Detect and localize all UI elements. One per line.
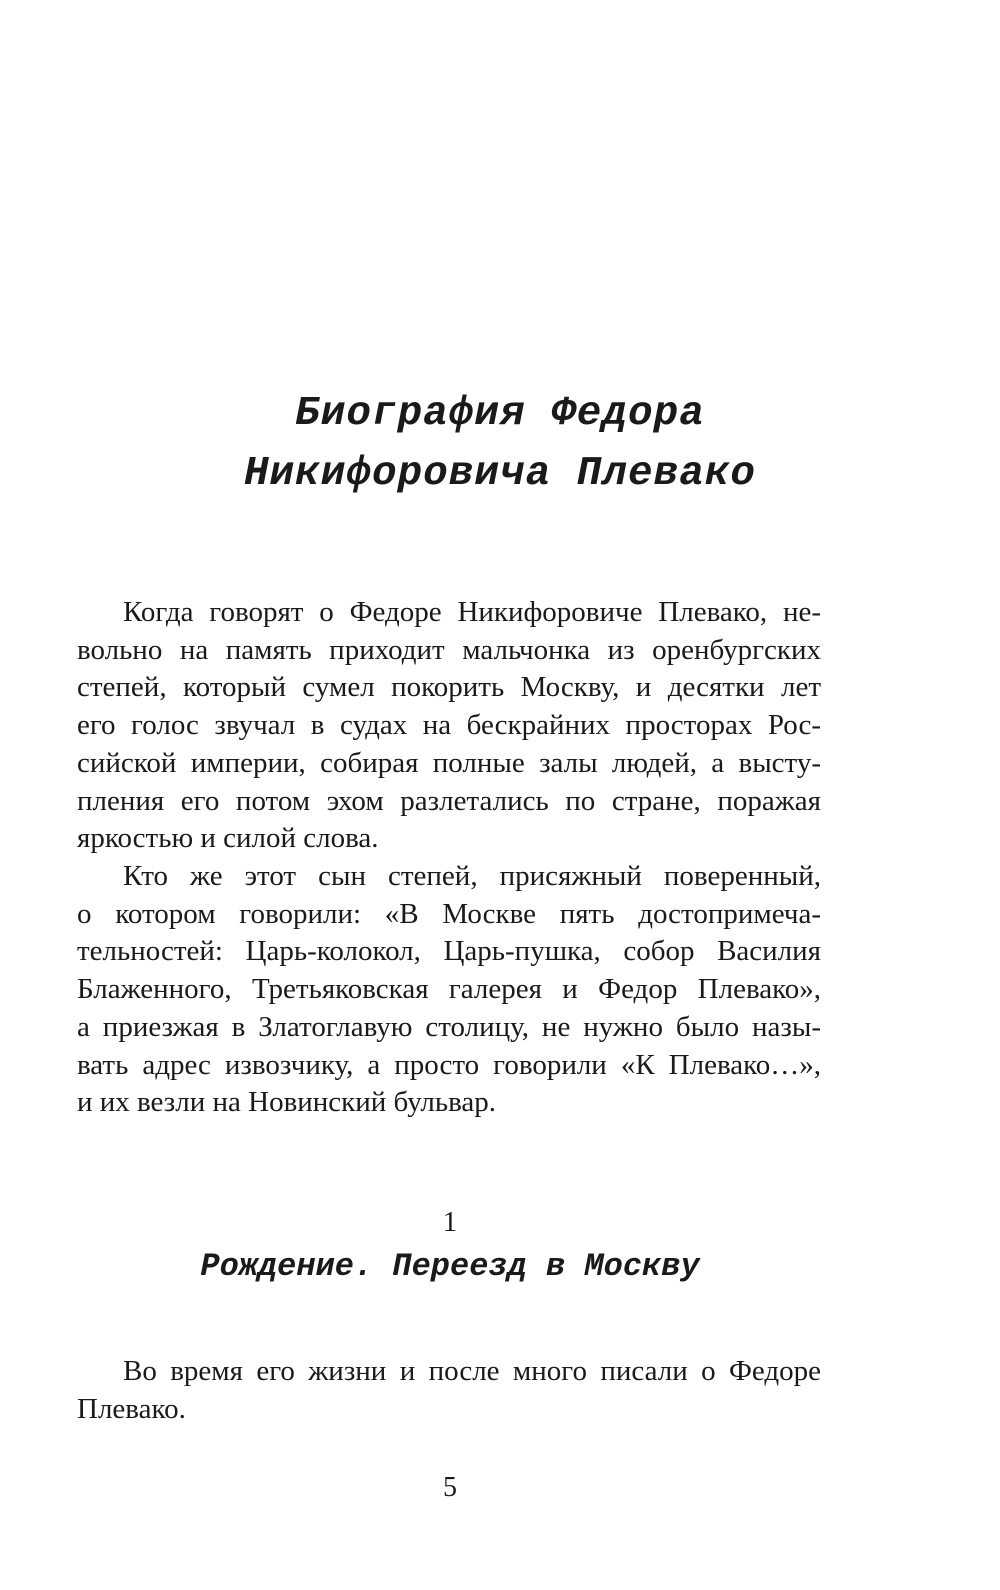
text-line: Когда говорят о Федоре Никифоровиче Плевако, не- — [123, 596, 821, 628]
text-line: пления его потом эхом разлетались по стране, поражая — [77, 784, 821, 817]
text-line: степей, который сумел покорить Москву, и десятки лет — [77, 671, 821, 704]
text-line: тельностей: Царь-колокол, Царь-пушка, собор Василия — [77, 935, 821, 968]
text-line: о котором говорили: «В Москве пять достопримеча- — [77, 897, 821, 930]
text-line: Плевако. — [77, 1392, 186, 1425]
text-line: сийской империи, собирая полные залы людей, а высту- — [77, 746, 821, 779]
chapter-title: Рождение. Переезд в Москву — [200, 1248, 700, 1285]
intro-paragraph-1 — [77, 594, 821, 858]
page-number: 5 — [443, 1472, 457, 1503]
text-line: вольно на память приходит мальчонка из оренбургских — [77, 633, 821, 666]
title-line-1: Биография Федора — [295, 391, 705, 437]
text-line: Во время его жизни и после много писали о Федоре — [123, 1355, 821, 1387]
title-line-2: Никифоровича Плевако — [243, 451, 757, 497]
text-line: и их везли на Новинский бульвар. — [77, 1086, 497, 1119]
text-line: вать адрес извозчику, а просто говорили «К Плевако…», — [77, 1048, 821, 1081]
text-line: его голос звучал в судах на бескрайних просторах Рос- — [77, 709, 821, 742]
intro-paragraph-2 — [77, 858, 821, 1122]
text-line: а приезжая в Златоглавую столицу, не нужно было назы- — [77, 1010, 821, 1043]
chapter-number: 1 — [442, 1206, 458, 1238]
text-line: яркостью и силой слова. — [77, 822, 379, 855]
text-line: Блаженного, Третьяковская галерея и Федор Плевако», — [77, 973, 821, 1006]
text-line: Кто же этот сын степей, присяжный поверенный, — [123, 860, 821, 892]
chapter-paragraph-1 — [77, 1353, 821, 1428]
